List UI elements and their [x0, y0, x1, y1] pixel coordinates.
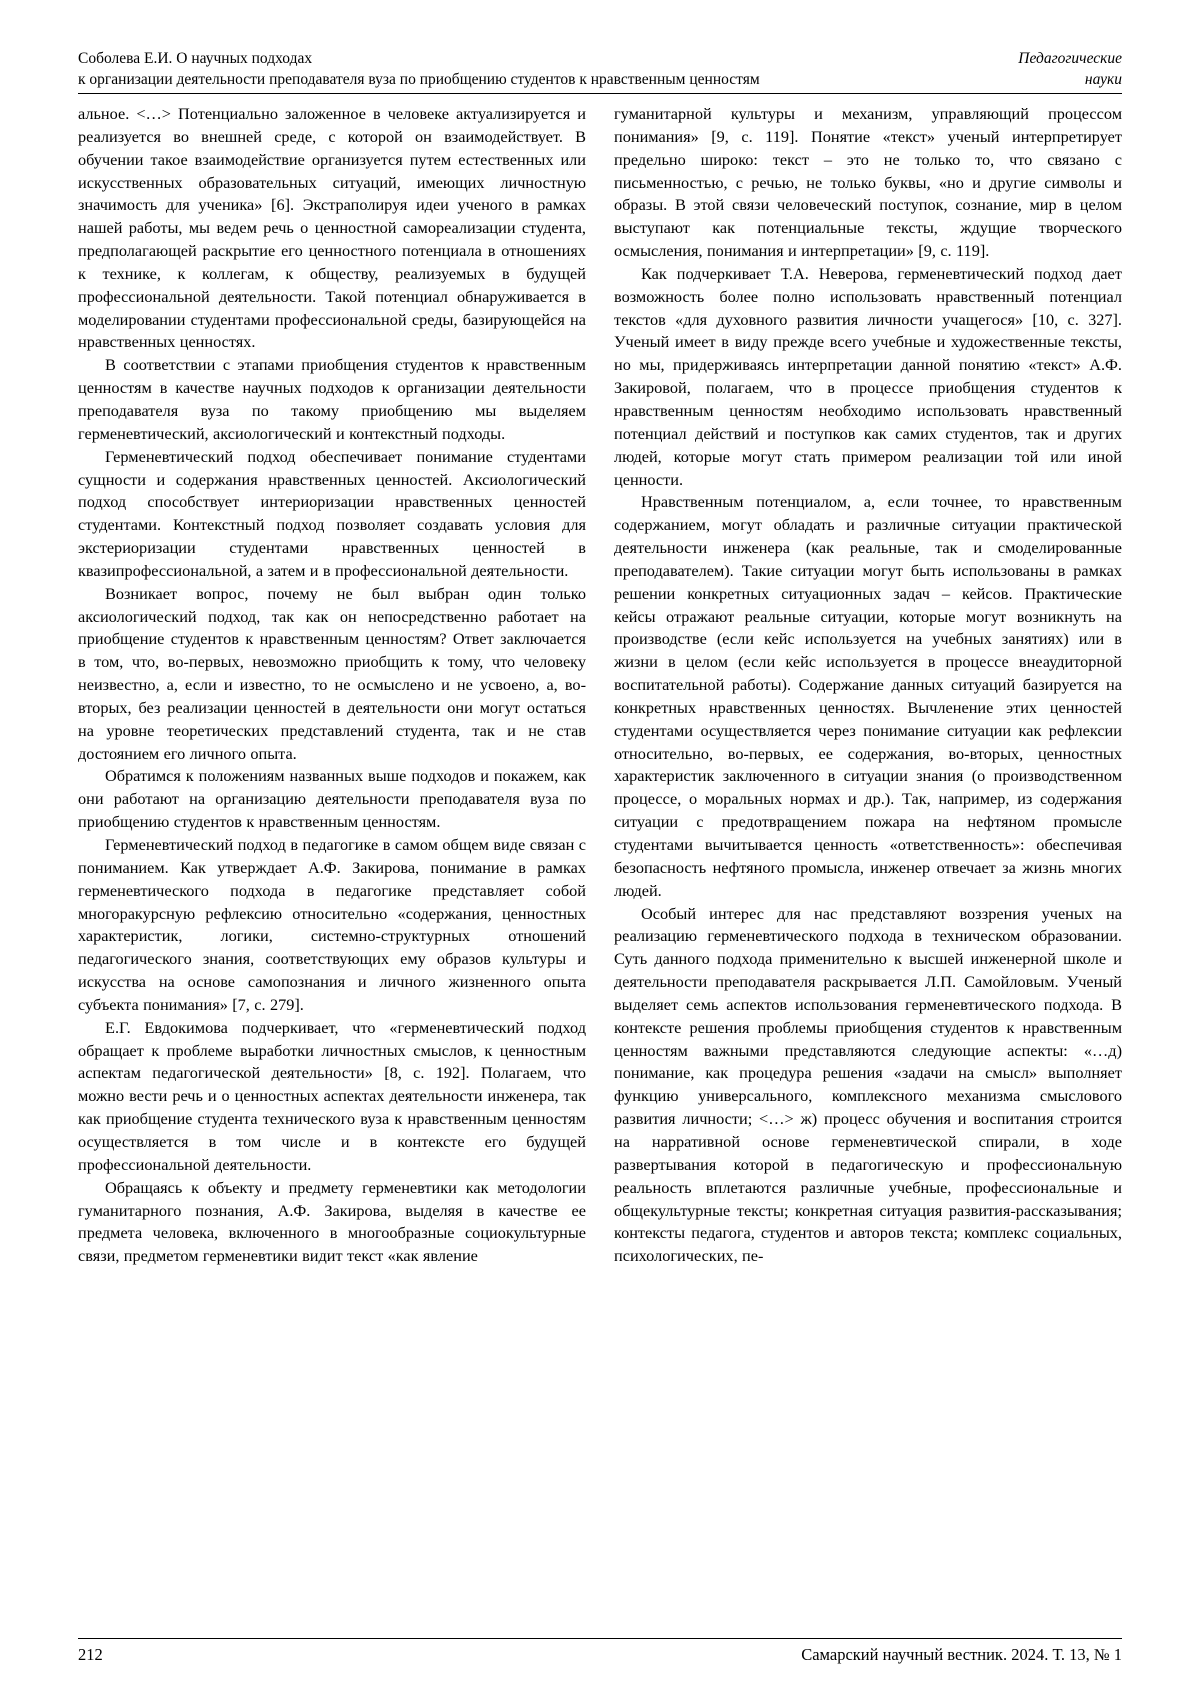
paragraph: Обратимся к положениям названных выше подходов и покажем, как они работают на организацию деятельности преподавателя вуза по приобщению студентов к нравственным ценностям. — [78, 766, 586, 832]
journal-citation: Самарский научный вестник. 2024. Т. 13, № 1 — [801, 1645, 1122, 1664]
running-head-left — [78, 48, 760, 90]
footer-divider — [78, 1638, 1122, 1639]
article-body — [78, 103, 1122, 1535]
paragraph: Как подчеркивает Т.А. Неверова, герменевтический подход дает возможность более полно использовать нравственный потенциал текстов «для духовного развития личности учащегося» [10, с. 327]. Ученый имеет в виду прежде всего учебные и художественные тексты, но мы, придерживаясь интерпретации данной понятию «текст» А.Ф. Закировой, полагаем, что в процессе приобщения студентов к нравственным ценностям необходимо использовать нравственный потенциал действий и поступков как самих студентов, так и других людей, которые могут стать примером реализации той или иной ценности. — [614, 263, 1122, 489]
right-column — [614, 103, 1122, 1535]
paragraph: альное. <…> Потенциально заложенное в человеке актуализируется и реализуется во внешней среде, с которой он взаимодействует. В обучении такое взаимодействие организуется путем естественных или искусственных образовательных ситуаций, имеющих личностную значимость для ученика» [6]. Экстраполируя идеи ученого в рамках нашей работы, мы ведем речь о ценностной самореализации студента, предполагающей раскрытие его ценностного потенциала в отношениях к технике, к коллегам, к обществу, реализуемых в будущей профессиональной деятельности. Такой потенциал обнаруживается в моделировании студентами профессиональной среды, базирующейся на нравственных ценностях. — [78, 104, 586, 352]
page-number: 212 — [78, 1645, 103, 1664]
paragraph: Е.Г. Евдокимова подчеркивает, что «герменевтический подход обращает к проблеме выработки личностных смыслов, к ценностным аспектам педагогической деятельности» [8, с. 192]. Полагаем, что можно вести речь и о ценностных аспектах деятельности инженера, так как приобщение студента технического вуза к нравственным ценностям осуществляется в том числе и в контексте его будущей профессиональной деятельности. — [78, 1017, 586, 1174]
header-divider — [78, 93, 1122, 94]
paragraph: Обращаясь к объекту и предмету герменевтики как методологии гуманитарного познания, А.Ф. Закирова, выделяя в качестве ее предмета человека, включенного в многообразные социокультурные связи, предметом герменевтики видит текст «как явление — [78, 1177, 586, 1266]
paragraph: Особый интерес для нас представляют воззрения ученых на реализацию герменевтического подхода в техническом образовании. Суть данного подхода применительно к высшей инженерной школе и деятельности преподавателя раскрывается Л.П. Самойловым. Ученый выделяет семь аспектов использования герменевтического подхода. В контексте решения проблемы приобщения студентов к нравственным ценностям важными представляются следующие аспекты: «…д) понимание, как процедура решения «задачи на смысл» выполняет функцию универсального, комплексного механизма смыслового развития личности; <…> ж) процесс обучения и воспитания строится на нарративной основе герменевтической спирали, в ходе развертывания которой в педагогическую и профессиональную реальность вплетаются различные учебные, профессиональные и общекультурные тексты; конкретная ситуация развития-рассказывания; контексты педагога, студентов и авторов текста; комплекс социальных, психологических, пе- — [614, 903, 1122, 1266]
section-name-line1: Педагогические — [1018, 50, 1122, 67]
paragraph: Нравственным потенциалом, а, если точнее, то нравственным содержанием, могут обладать и различные ситуации практической деятельности инженера (как реальные, так и смоделированные преподавателем). Такие ситуации могут быть использованы в рамках решении конкретных ситуационных задач – кейсов. Практические кейсы отражают реальные ситуации, которые могут возникнуть на производстве (если кейс используется на учебных занятиях) или в жизни в целом (если кейс используется в процессе внеаудиторной воспитательной работы). Содержание данных ситуаций базируется на конкретных нравственных ценностях. Вычленение этих ценностей студентами осуществляется через понимание ситуации как рефлексии относительно, во-первых, ее содержания, во-вторых, ценностных характеристик заключенного в ситуации знания (о производственном процессе, о моральных нормах и др.). Так, например, из содержания ситуации с предотвращением пожара на нефтяном промысле студентами вычитывается ценность «ответственность»: обеспечивая безопасность нефтяного промысла, инженер отвечает за жизнь многих людей. — [614, 492, 1122, 900]
paragraph: Герменевтический подход обеспечивает понимание студентами сущности и содержания нравственных ценностей. Аксиологический подход способствует интериоризации нравственных ценностей студентами. Контекстный подход позволяет создавать условия для экстериоризации студентами нравственных ценностей в квазипрофессиональной, а затем и в профессиональной деятельности. — [78, 446, 586, 580]
paragraph: Герменевтический подход в педагогике в самом общем виде связан с пониманием. Как утверждает А.Ф. Закирова, понимание в рамках герменевтического подхода в педагогике представляет собой многоракурсную рефлексию относительно «содержания, ценностных характеристик, логики, системно-структурных отношений педагогического знания, соответствующих ему образов культуры и искусства на основе самопознания и личного жизненного опыта субъекта понимания» [7, с. 279]. — [78, 835, 586, 1014]
paragraph: гуманитарной культуры и механизм, управляющий процессом понимания» [9, с. 119]. Понятие «текст» ученый интерпретирует предельно широко: текст – это не только то, что связано с письменностью, с речью, не только буквы, «но и другие символы и образы. В этой связи человеческий поступок, сознание, мир в целом выступают как потенциальные тексты, ждущие творческого осмысления, понимания и интерпретации» [9, с. 119]. — [614, 104, 1122, 261]
paragraph: Возникает вопрос, почему не был выбран один только аксиологический подход, так как он непосредственно работает на приобщение студентов к нравственным ценностям? Ответ заключается в том, что, во-первых, невозможно приобщить к тому, что человеку неизвестно, а, если и известно, то не осмыслено и не усвоено, а, во-вторых, без реализации ценностей в деятельности они могут остаться на уровне теоретических представлений студента, так и не став достоянием его личного опыта. — [78, 583, 586, 763]
section-name-line2: науки — [1084, 71, 1122, 88]
paragraph: В соответствии с этапами приобщения студентов к нравственным ценностям в качестве научных подходов к организации деятельности преподавателя вуза по такому приобщению мы выделяем герменевтический, аксиологический и контекстный подходы. — [78, 355, 586, 443]
running-head-section — [1018, 48, 1122, 90]
running-head-subtitle: к организации деятельности преподавателя вуза по приобщению студентов к нравственным ценностям — [78, 71, 760, 88]
left-column — [78, 103, 586, 1535]
page-footer — [78, 1643, 1122, 1667]
running-head-author-title: Соболева Е.И. О научных подходах — [78, 50, 313, 67]
page-header — [78, 48, 1122, 90]
